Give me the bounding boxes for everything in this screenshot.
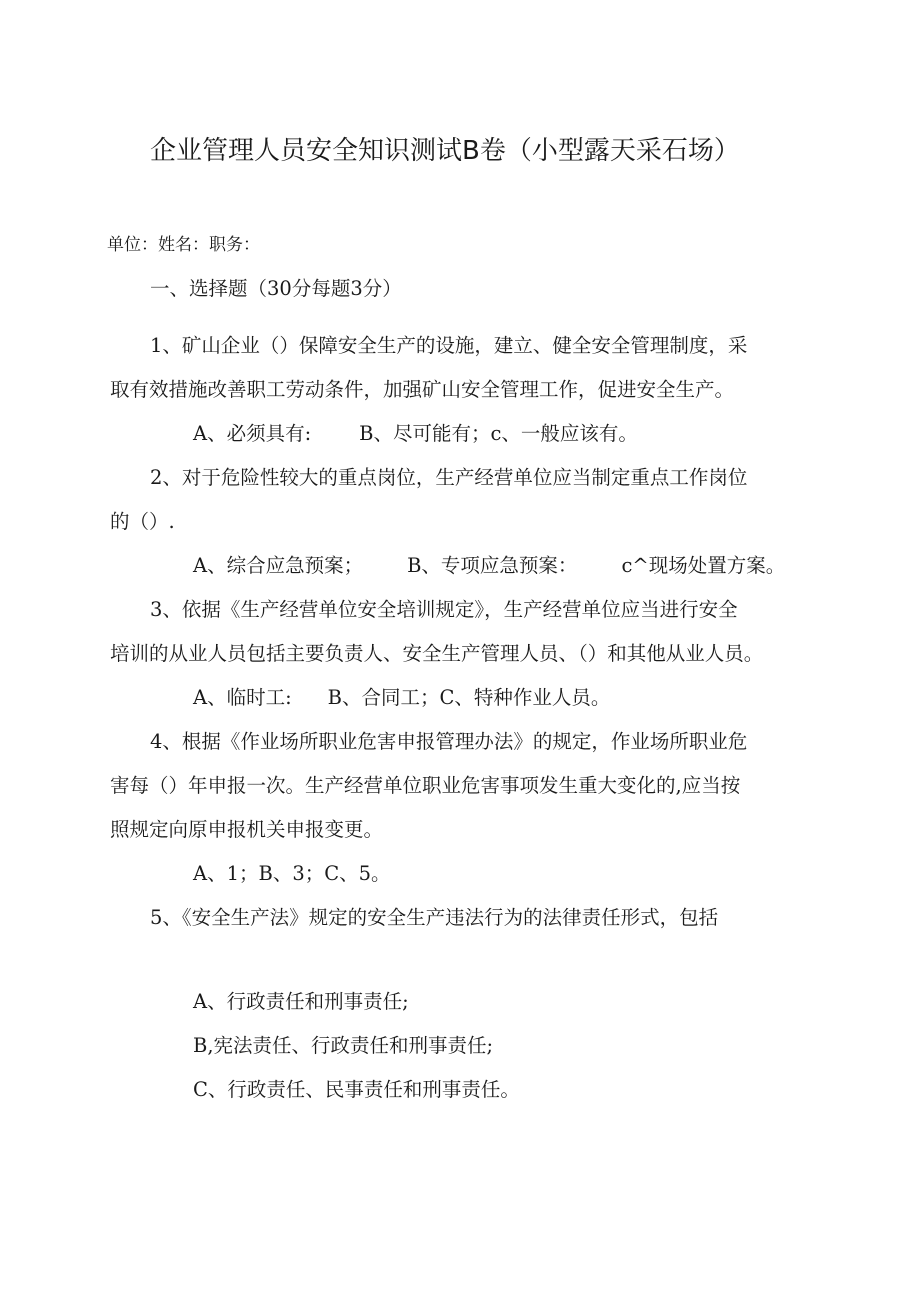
question-1-options [193, 418, 638, 446]
question-2-option-c: c^现场处置方案。 [621, 554, 786, 577]
question-1-option-a: A、必须具有: [193, 422, 312, 445]
question-1-option-b: B、尽可能有；c、一般应该有。 [359, 422, 638, 445]
question-2-line-1: 2、对于危险性较大的重点岗位，生产经营单位应当制定重点工作岗位 [150, 466, 748, 489]
question-4-line-1: 4、根据《作业场所职业危害申报管理办法》的规定，作业场所职业危 [150, 730, 748, 753]
question-1-line-1: 1、矿山企业（）保障安全生产的设施，建立、健全安全管理制度，采 [150, 334, 748, 357]
question-4-line-2: 害每（）年申报一次。生产经营单位职业危害事项发生重大变化的,应当按 [110, 774, 741, 797]
question-3-option-b: B、合同工；C、特种作业人员。 [327, 686, 611, 709]
question-5-option-b: B,宪法责任、行政责任和刑事责任; [193, 1034, 494, 1057]
question-5-option-c: C、行政责任、民事责任和刑事责任。 [193, 1078, 520, 1101]
question-2-option-b: B、专项应急预案： [407, 554, 578, 577]
question-2-line-2: 的（）. [110, 510, 175, 533]
page-title: 企业管理人员安全知识测试B卷（小型露天采石场） [150, 136, 740, 166]
question-5-line-1: 5、《安全生产法》规定的安全生产违法行为的法律责任形式，包括 [150, 906, 719, 929]
question-2-option-a: A、综合应急预案； [193, 554, 364, 577]
question-5-option-a: A、行政责任和刑事责任; [193, 990, 409, 1013]
question-1-line-2: 取有效措施改善职工劳动条件，加强矿山安全管理工作，促进安全生产。 [110, 378, 735, 401]
question-3-options [193, 682, 610, 710]
question-3-line-1: 3、依据《生产经营单位安全培训规定》，生产经营单位应当进行安全 [150, 598, 738, 621]
question-3-option-a: A、临时工: [193, 686, 292, 709]
question-3-line-2: 培训的从业人员包括主要负责人、安全生产管理人员、（）和其他从业人员。 [110, 642, 764, 665]
question-4-line-3: 照规定向原申报机关申报变更。 [110, 818, 384, 841]
question-2-options [193, 550, 785, 578]
section-heading: 一、选择题（30分每题3分） [150, 277, 402, 300]
question-4-options: A、1；B、3；C、5。 [193, 862, 391, 885]
examinee-info-line: 单位：姓名：职务： [107, 235, 260, 255]
